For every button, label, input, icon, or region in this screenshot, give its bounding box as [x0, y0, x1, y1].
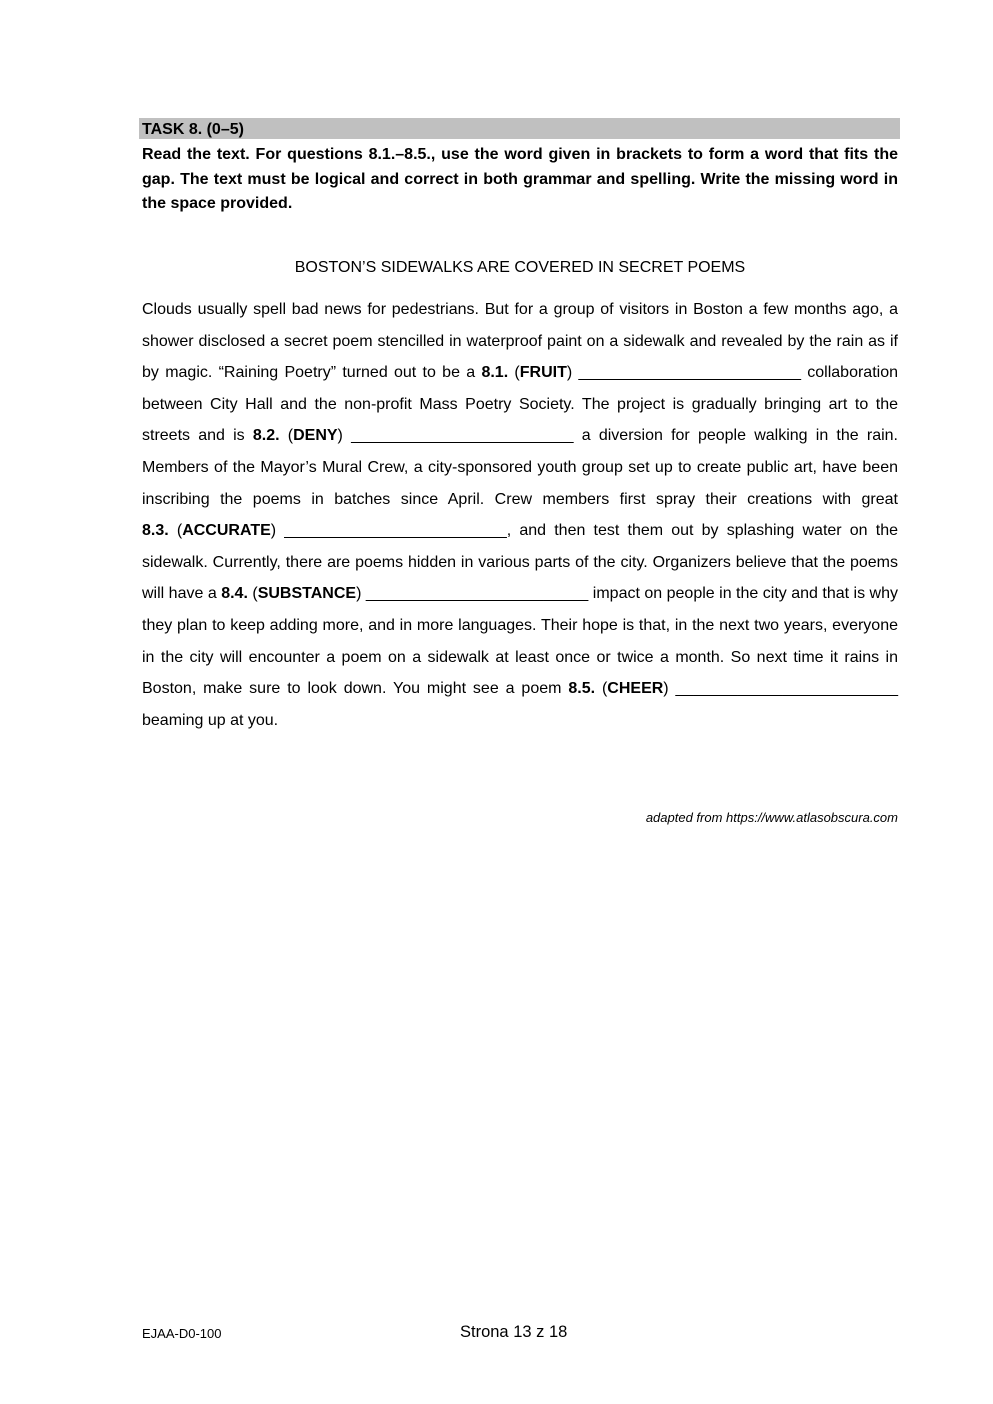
text-segment: collaboration between City Hall and the non-profit Mass Poetry Society. The project is gradually bringing art to the streets and is: [142, 364, 898, 445]
page-number: Strona 13 z 18: [460, 1323, 568, 1341]
gap-8-1: 8.1. (FRUIT) _________________________: [481, 364, 801, 382]
gap-word: ACCURATE: [182, 522, 271, 540]
answer-blank-8-2[interactable]: _________________________: [351, 427, 574, 445]
gap-8-2: 8.2. (DENY) _________________________: [252, 427, 574, 445]
gap-number: 8.4.: [221, 585, 248, 603]
gap-word: SUBSTANCE: [257, 585, 357, 603]
gap-word: DENY: [293, 427, 338, 445]
gap-number: 8.5.: [568, 680, 596, 698]
text-segment: impact on people in the city and that is why they plan to keep adding more, and in more languages. Their hope is that, in the next two years, everyone in the city will encounter a poem on a sidewalk at least once or twice a month. So next time it rains in Boston, make sure to look down. You might see a poem: [142, 585, 898, 698]
gap-number: 8.3.: [142, 522, 169, 540]
source-attribution: adapted from https://www.atlasobscura.com: [645, 810, 898, 825]
gap-8-5: 8.5. (CHEER) _________________________: [568, 680, 898, 698]
article-body: [142, 294, 898, 736]
answer-blank-8-5[interactable]: _________________________: [675, 680, 898, 698]
text-segment: , and then test them out by splashing water on the sidewalk. Currently, there are poems hidden in various parts of the city. Organizers believe that the poems will have a: [142, 522, 898, 603]
exam-code: EJAA-D0-100: [142, 1326, 222, 1341]
text-segment: a diversion for people walking in the rain. Members of the Mayor’s Mural Crew, a city-sponsored youth group set up to create public art, have been inscribing the poems in batches since April. Crew members first spray their creations with great: [142, 427, 898, 508]
task-header: TASK 8. (0–5): [139, 118, 900, 139]
gap-8-4: 8.4. (SUBSTANCE) _________________________: [221, 585, 589, 603]
article-title: BOSTON’S SIDEWALKS ARE COVERED IN SECRET POEMS: [294, 259, 746, 276]
text-segment: beaming up at you.: [142, 711, 279, 729]
answer-blank-8-4[interactable]: _________________________: [365, 585, 589, 603]
gap-number: 8.2.: [252, 427, 280, 445]
gap-number: 8.1.: [481, 364, 509, 382]
answer-blank-8-1[interactable]: _________________________: [578, 364, 801, 382]
gap-8-3: 8.3. (ACCURATE) _________________________: [142, 522, 507, 540]
gap-word: CHEER: [607, 680, 664, 698]
task-instructions: Read the text. For questions 8.1.–8.5., use the word given in brackets to form a word that fits the gap. The text must be logical and correct in both grammar and spelling. Write the missing word in the space provided.: [142, 146, 898, 212]
gap-word: FRUIT: [519, 364, 567, 382]
text-segment: Clouds usually spell bad news for pedestrians. But for a group of visitors in Boston a few months ago, a shower disclosed a secret poem stencilled in waterproof paint on a sidewalk and revealed by the rain as if by magic. “Raining Poetry” turned out to be a: [142, 301, 898, 382]
answer-blank-8-3[interactable]: _________________________: [284, 522, 507, 540]
